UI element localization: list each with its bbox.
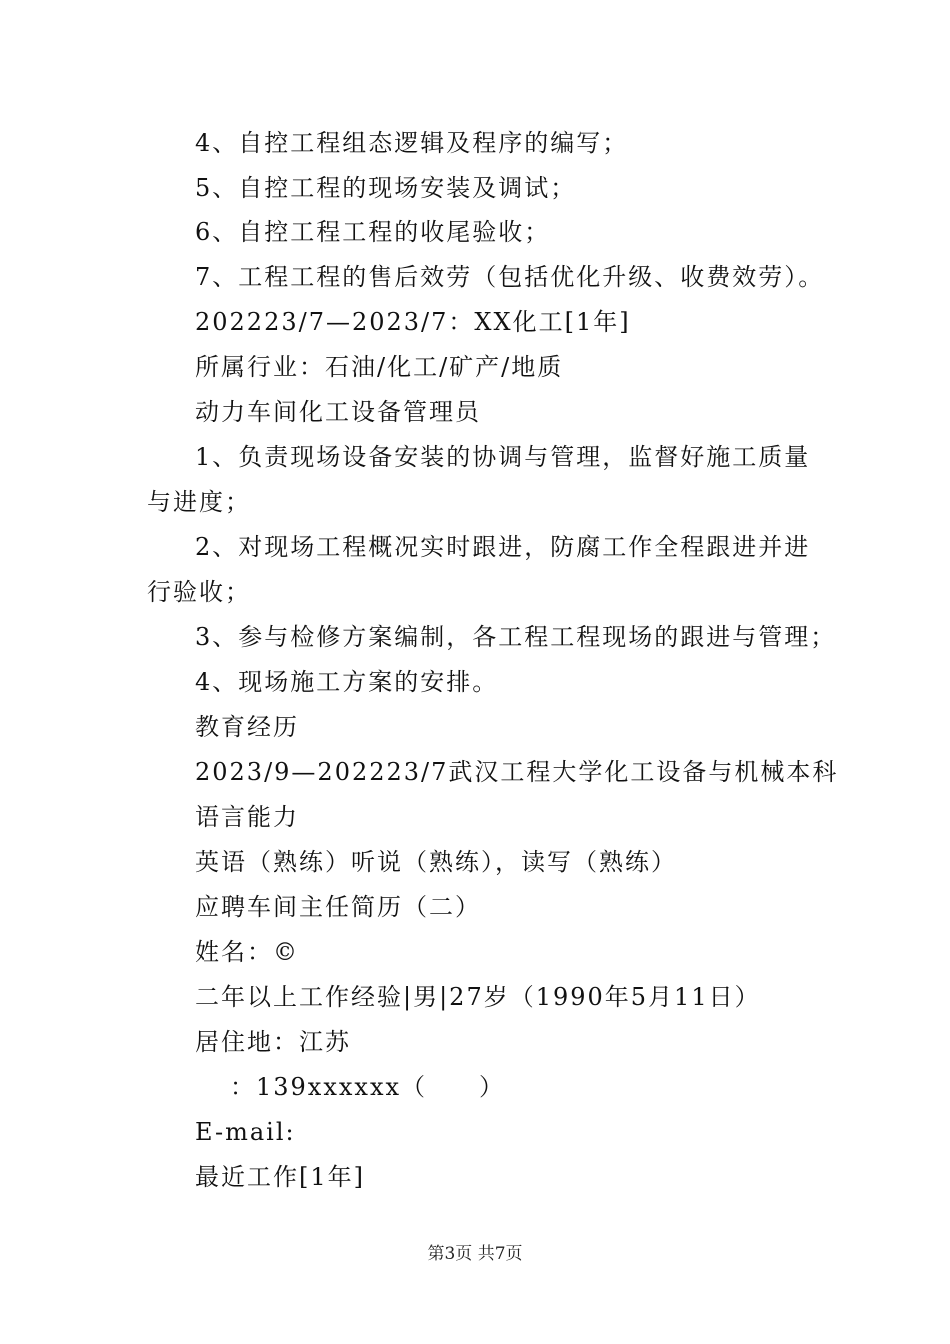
text-line: 与进度； <box>147 488 251 516</box>
text-line: 1、负责现场设备安装的协调与管理，监督好施工质量 <box>195 443 811 471</box>
text-line: 最近工作[1年] <box>195 1163 365 1191</box>
section-heading: 教育经历 <box>195 713 299 741</box>
section-heading: 语言能力 <box>195 803 299 831</box>
page-footer: 第3页 共7页 <box>427 1244 523 1264</box>
text-line: 所属行业：石油/化工/矿产/地质 <box>195 353 564 381</box>
text-line: ：139xxxxxx（ ） <box>230 1073 506 1101</box>
text-line: 3、参与检修方案编制，各工程工程现场的跟进与管理； <box>195 623 837 651</box>
text-line: 4、自控工程组态逻辑及程序的编写； <box>195 129 629 157</box>
text-line: 居住地：江苏 <box>195 1028 351 1056</box>
text-line: 7、工程工程的售后效劳（包括优化升级、收费效劳）。 <box>195 263 825 291</box>
text-line: 行验收； <box>147 578 251 606</box>
text-line: 5、自控工程的现场安装及调试； <box>195 174 577 202</box>
text-line: 2、对现场工程概况实时跟进，防腐工作全程跟进并进 <box>195 533 811 561</box>
text-line: 202223/7—2023/7：XX化工[1年] <box>195 308 631 336</box>
text-line: 6、自控工程工程的收尾验收； <box>195 218 551 246</box>
text-line: 二年以上工作经验|男|27岁（1990年5月11日） <box>195 983 761 1011</box>
text-line: E-mail: <box>195 1118 296 1146</box>
text-line: 动力车间化工设备管理员 <box>195 398 481 426</box>
text-line: 2023/9—202223/7武汉工程大学化工设备与机械本科 <box>195 758 839 786</box>
text-line: 英语（熟练）听说（熟练），读写（熟练） <box>195 848 677 876</box>
text-line: 4、现场施工方案的安排。 <box>195 668 499 696</box>
text-line: 姓名：© <box>195 938 299 966</box>
section-heading: 应聘车间主任简历（二） <box>195 893 481 921</box>
